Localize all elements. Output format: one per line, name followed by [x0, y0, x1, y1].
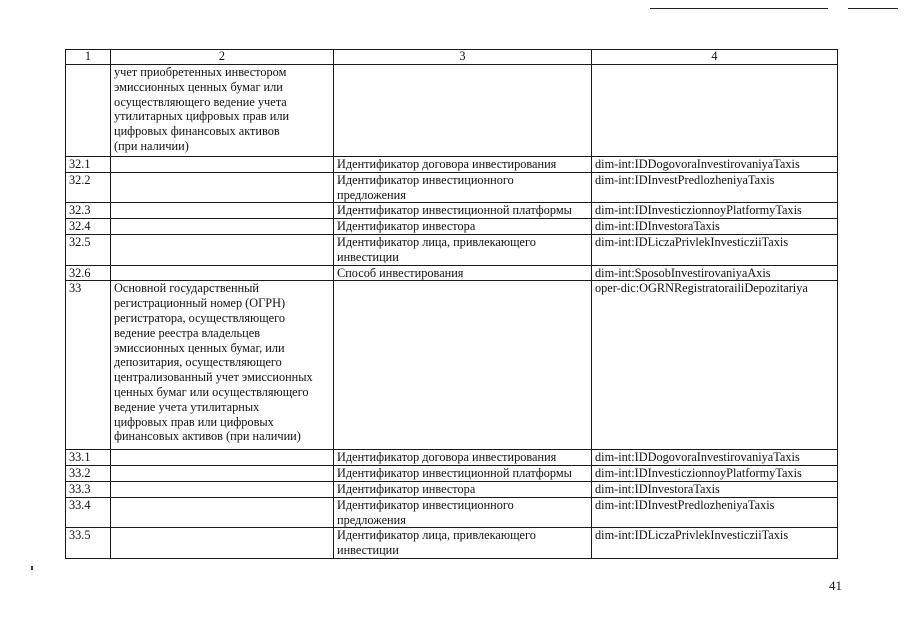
row-code-cell [592, 172, 838, 203]
row-code-cell-text: dim-int:IDInvesticzionnoyPlatformyTaxis [595, 203, 802, 218]
row-name-cell-text: Идентификатор инвестиционной платформы [337, 203, 572, 218]
row-code-cell [592, 281, 838, 450]
row-number-cell-text: 33.2 [69, 466, 91, 481]
table-row [66, 497, 838, 528]
row-code-cell-text: oper-dic:OGRNRegistratorailiDepozitariya [595, 281, 808, 296]
row-number-cell [66, 450, 111, 466]
row-description-cell [111, 281, 334, 450]
row-description-cell [111, 157, 334, 173]
row-name-cell [334, 265, 592, 281]
row-name-cell-text: Идентификатор инвестора [337, 219, 476, 234]
row-name-cell-text: Идентификатор лица, привлекающего инвестиции [337, 234, 536, 264]
row-description-cell [111, 234, 334, 265]
row-number-cell [66, 172, 111, 203]
table-row [66, 234, 838, 265]
table-row [66, 281, 838, 450]
row-number-cell [66, 481, 111, 497]
header-col-4: 4 [592, 50, 838, 65]
row-description-cell [111, 466, 334, 482]
row-number-cell [66, 528, 111, 559]
table-row [66, 219, 838, 235]
row-number-cell-text: 32.2 [69, 172, 91, 187]
row-description-cell [111, 203, 334, 219]
row-number-cell-text: 32.3 [69, 203, 91, 218]
row-number-cell-text: 33.3 [69, 481, 91, 496]
row-number-cell-text: 32.1 [69, 157, 91, 171]
row-name-cell-text: Способ инвестирования [337, 265, 464, 280]
row-description-cell [111, 497, 334, 528]
row-number-cell [66, 234, 111, 265]
row-name-cell-text: Идентификатор инвестиционного предложения [337, 497, 514, 527]
row-name-cell [334, 528, 592, 559]
row-number-cell-text: 33.1 [69, 450, 91, 465]
row-name-cell [334, 234, 592, 265]
row-number-cell [66, 281, 111, 450]
table-row [66, 203, 838, 219]
row-name-cell [334, 281, 592, 450]
row-number-cell [66, 219, 111, 235]
row-name-cell [334, 157, 592, 173]
row-number-cell [66, 65, 111, 157]
row-name-cell [334, 219, 592, 235]
margin-mark [31, 566, 33, 570]
row-number-cell-text: 32.5 [69, 234, 91, 249]
row-description-cell [111, 265, 334, 281]
table-body [66, 50, 838, 559]
row-code-cell [592, 265, 838, 281]
header-col-3: 3 [334, 50, 592, 65]
row-description-cell-text: учет приобретенных инвестором эмиссионных ценных бумаг или осуществляющего ведение учета утилитарных цифровых прав или цифровых финансовых активов (при наличии) [114, 65, 290, 153]
row-name-cell-text: Идентификатор лица, привлекающего инвестиции [337, 528, 536, 558]
row-number-cell [66, 203, 111, 219]
row-description-cell [111, 65, 334, 157]
row-name-cell [334, 450, 592, 466]
row-code-cell-text: dim-int:IDLiczaPrivlekInvesticziiTaxis [595, 528, 789, 543]
table-row [66, 265, 838, 281]
row-number-cell-text: 32.6 [69, 265, 91, 280]
row-description-cell [111, 450, 334, 466]
row-name-cell-text: Идентификатор договора инвестирования [337, 450, 557, 465]
row-number-cell-text: 33.4 [69, 497, 91, 512]
table-row [66, 157, 838, 173]
row-code-cell [592, 481, 838, 497]
row-name-cell [334, 203, 592, 219]
table-row [66, 466, 838, 482]
row-number-cell-text: 33.5 [69, 528, 91, 543]
row-name-cell [334, 466, 592, 482]
row-code-cell [592, 65, 838, 157]
row-code-cell [592, 219, 838, 235]
row-description-cell [111, 481, 334, 497]
header-row [66, 50, 838, 65]
header-col-1: 1 [66, 50, 111, 65]
row-number-cell [66, 497, 111, 528]
row-name-cell [334, 497, 592, 528]
row-code-cell-text: dim-int:IDDogovoraInvestirovaniyaTaxis [595, 157, 800, 171]
row-code-cell [592, 450, 838, 466]
row-code-cell [592, 157, 838, 173]
top-rule-right [848, 8, 898, 9]
row-name-cell [334, 481, 592, 497]
row-number-cell [66, 157, 111, 173]
row-code-cell [592, 234, 838, 265]
row-code-cell-text: dim-int:IDInvestoraTaxis [595, 219, 720, 234]
row-code-cell [592, 466, 838, 482]
row-name-cell-text: Идентификатор инвестора [337, 481, 476, 496]
row-code-cell [592, 203, 838, 219]
row-number-cell-text: 32.4 [69, 219, 91, 234]
row-name-cell-text: Идентификатор договора инвестирования [337, 157, 557, 171]
row-code-cell-text: dim-int:IDInvestPredlozheniyaTaxis [595, 497, 775, 512]
header-col-2: 2 [111, 50, 334, 65]
row-code-cell-text: dim-int:SposobInvestirovaniyaAxis [595, 265, 771, 280]
row-code-cell-text: dim-int:IDLiczaPrivlekInvesticziiTaxis [595, 234, 789, 249]
row-description-cell [111, 528, 334, 559]
row-number-cell [66, 466, 111, 482]
top-rule-left [650, 8, 828, 9]
row-code-cell [592, 497, 838, 528]
row-code-cell-text: dim-int:IDInvesticzionnoyPlatformyTaxis [595, 466, 802, 481]
row-code-cell-text: dim-int:IDDogovoraInvestirovaniyaTaxis [595, 450, 800, 465]
row-code-cell-text: dim-int:IDInvestPredlozheniyaTaxis [595, 172, 775, 187]
row-description-cell [111, 219, 334, 235]
row-name-cell-text: Идентификатор инвестиционного предложения [337, 172, 514, 202]
row-name-cell-text: Идентификатор инвестиционной платформы [337, 466, 572, 481]
table-row [66, 65, 838, 157]
row-name-cell [334, 172, 592, 203]
row-name-cell [334, 65, 592, 157]
table-row [66, 450, 838, 466]
row-code-cell [592, 528, 838, 559]
table-row [66, 528, 838, 559]
row-number-cell [66, 265, 111, 281]
row-code-cell-text: dim-int:IDInvestoraTaxis [595, 481, 720, 496]
table-row [66, 481, 838, 497]
document-table [65, 49, 838, 559]
row-description-cell-text: Основной государственный регистрационный номер (ОГРН) регистратора, осуществляющего ведение реестра владельцев эмиссионных ценных бумаг, или депозитария, осуществляющего централизованный учет эмиссионных ценных бумаг или осуществляющего ведение учета утилитарных цифровых прав или цифровых финансовых активов (при наличии) [114, 281, 313, 444]
row-description-cell [111, 172, 334, 203]
row-number-cell-text: 33 [69, 281, 82, 296]
table-row [66, 172, 838, 203]
page-number: 41 [829, 578, 842, 593]
